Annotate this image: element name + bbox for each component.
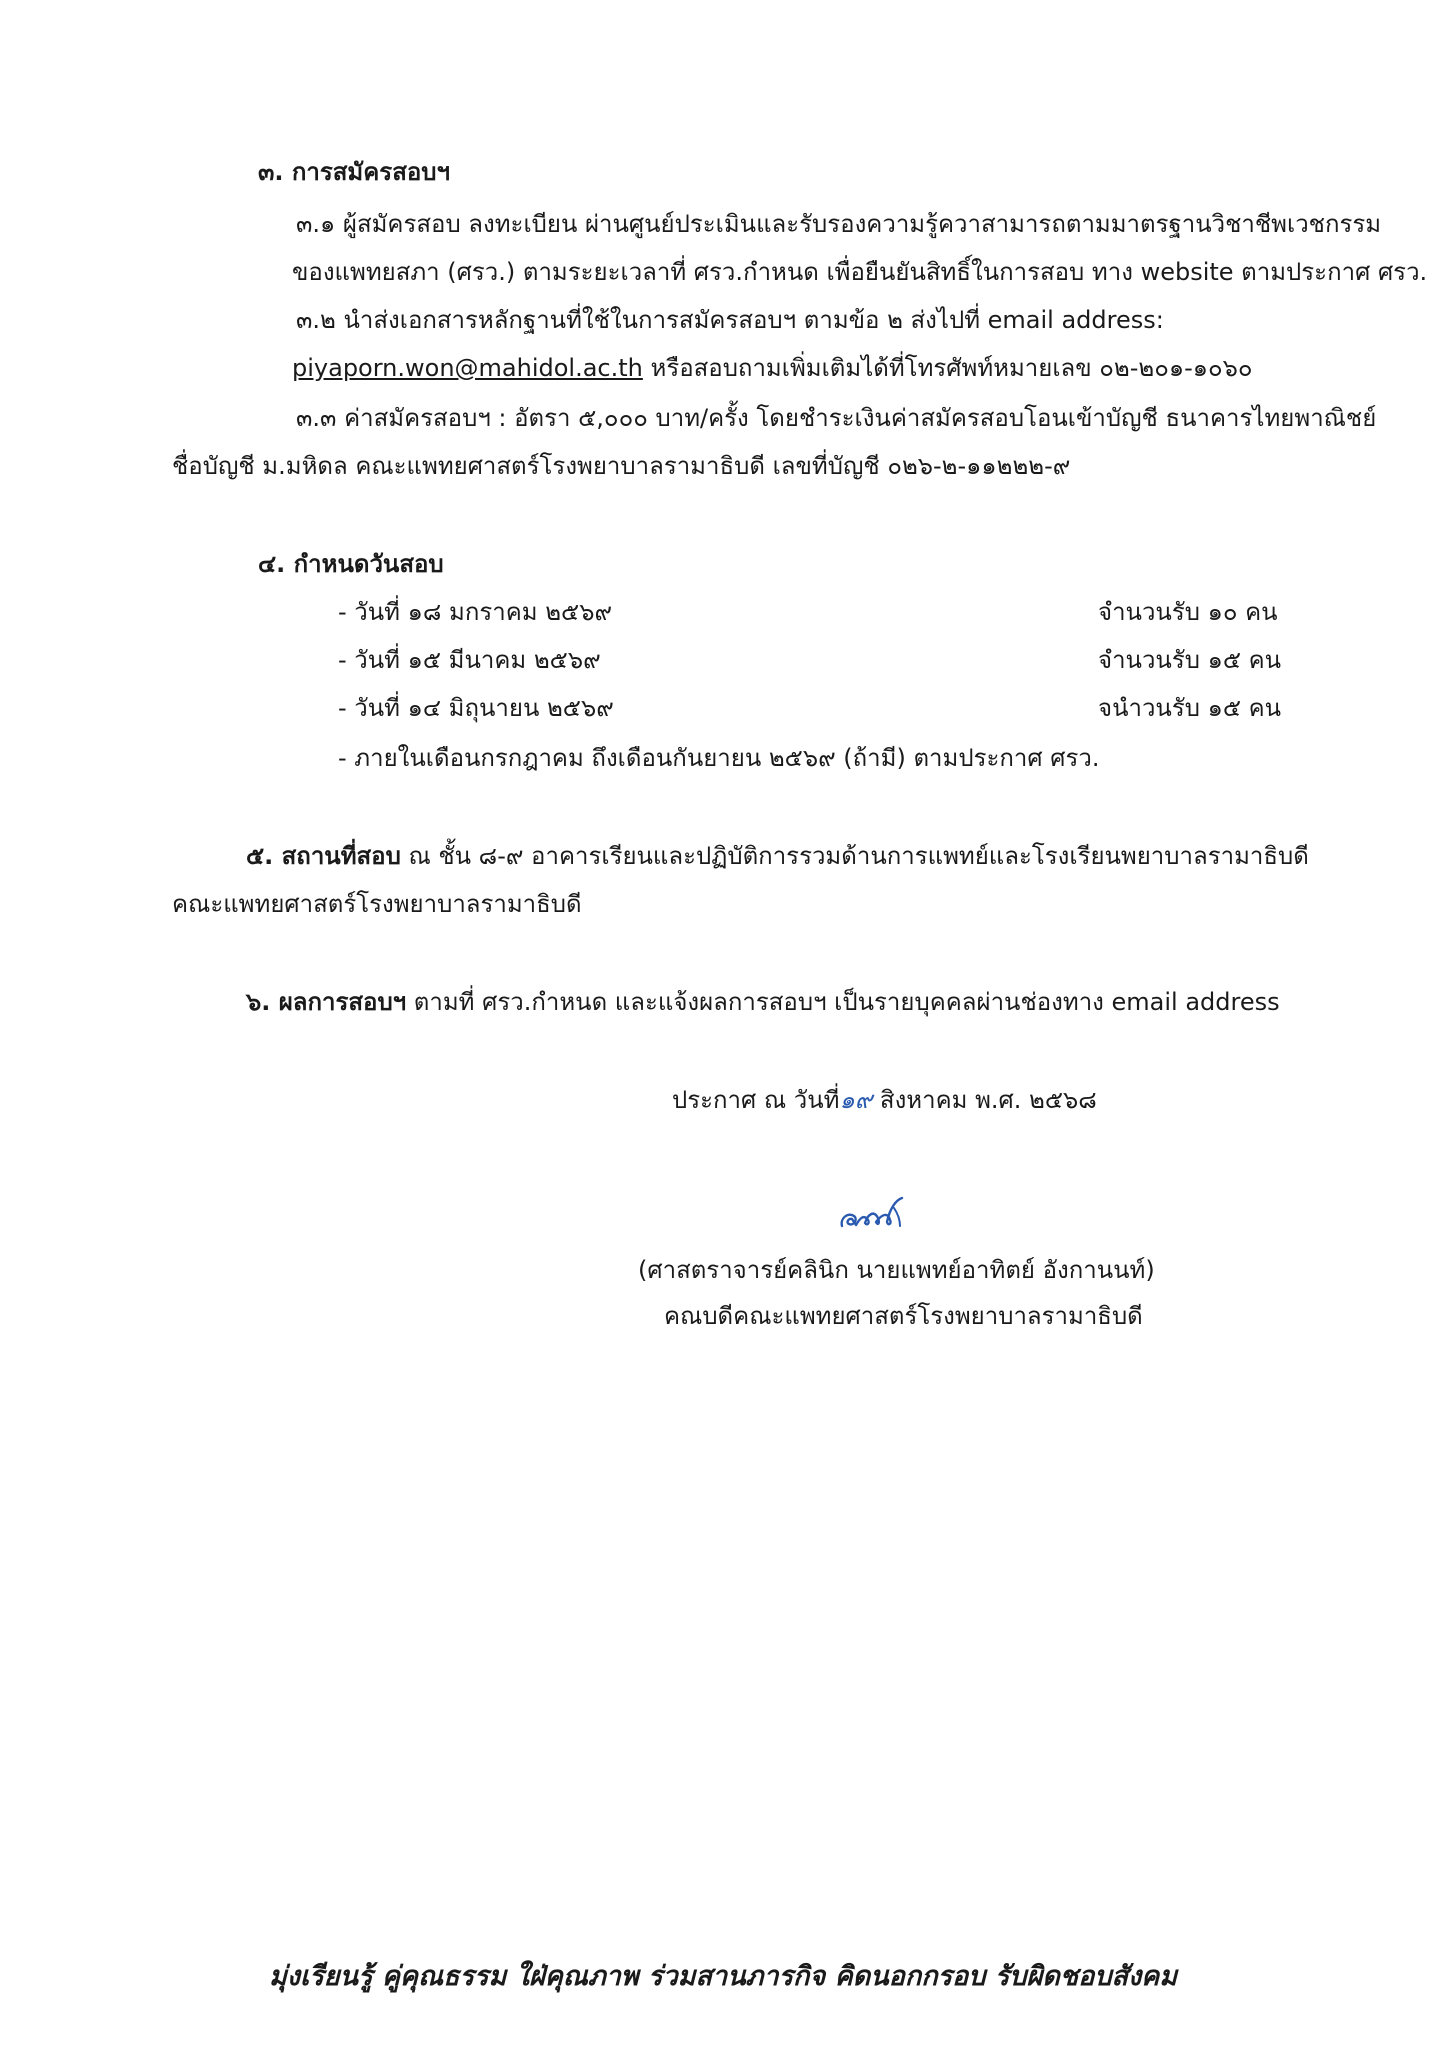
section3-item2-line1: ๓.๒ นำส่งเอกสารหลักฐานที่ใช้ในการสมัครสอบฯ ตามข้อ ๒ ส่งไปที่ email address: (296, 306, 1164, 334)
exam-date-4: - ภายในเดือนกรกฎาคม ถึงเดือนกันยายน ๒๕๖๙ (ถ้ามี) ตามประกาศ ศรว. (338, 744, 1100, 772)
section3-item1-line1: ๓.๑ ผู้สมัครสอบ ลงทะเบียน ผ่านศูนย์ประเมินและรับรองความรู้ควาสามารถตามมาตรฐานวิชาชีพเวชกรรม (296, 210, 1382, 238)
signature-icon (838, 1192, 908, 1238)
announcement-date (672, 1084, 1097, 1116)
announcement-prefix: ประกาศ ณ วันที่ (672, 1086, 840, 1114)
section5-heading: ๕. สถานที่สอบ (246, 842, 401, 870)
section3-heading: ๓. การสมัครสอบฯ (258, 158, 450, 186)
footer-motto: มุ่งเรียนรู้ คู่คุณธรรม ใฝ่คุณภาพ ร่วมสานภารกิจ คิดนอกกรอบ รับผิดชอบสังคม (268, 1961, 1178, 1992)
section4-heading: ๔. กำหนดวันสอบ (258, 550, 444, 578)
section5-line1 (246, 840, 1309, 872)
handwritten-day: ๑๙ (839, 1086, 873, 1114)
exam-count-3: จนำวนรับ ๑๕ คน (1098, 694, 1282, 722)
section6-heading: ๖. ผลการสอบฯ (246, 988, 407, 1016)
exam-date-2: - วันที่ ๑๕ มีนาคม ๒๕๖๙ (338, 646, 601, 674)
section3-item2-line2 (292, 352, 1253, 384)
section3-item1-line2: ของแพทยสภา (ศรว.) ตามระยะเวลาที่ ศรว.กำหนด เพื่อยืนยันสิทธิ์ในการสอบ ทาง website ตามประกาศ ศรว. (292, 258, 1428, 286)
exam-date-3: - วันที่ ๑๔ มิถุนายน ๒๕๖๙ (338, 694, 614, 722)
signatory-title: คณบดีคณะแพทยศาสตร์โรงพยาบาลรามาธิบดี (664, 1302, 1143, 1330)
section3-item2-phone: หรือสอบถามเพิ่มเติมได้ที่โทรศัพท์หมายเลข ๐๒-๒๐๑-๑๐๖๐ (642, 354, 1253, 382)
email-link[interactable]: piyaporn.won@mahidol.ac.th (292, 354, 643, 382)
section5-location: ณ ชั้น ๘-๙ อาคารเรียนและปฏิบัติการรวมด้านการแพทย์และโรงเรียนพยาบาลรามาธิบดี (400, 842, 1309, 870)
exam-date-1: - วันที่ ๑๘ มกราคม ๒๕๖๙ (338, 598, 613, 626)
exam-count-2: จำนวนรับ ๑๕ คน (1098, 646, 1282, 674)
announcement-suffix: สิงหาคม พ.ศ. ๒๕๖๘ (872, 1086, 1097, 1114)
section5-line2: คณะแพทยศาสตร์โรงพยาบาลรามาธิบดี (172, 890, 582, 918)
section6-text: ตามที่ ศรว.กำหนด และแจ้งผลการสอบฯ เป็นรายบุคคลผ่านช่องทาง email address (406, 988, 1280, 1016)
signatory-name: (ศาสตราจารย์คลินิก นายแพทย์อาทิตย์ อังกานนท์) (638, 1256, 1155, 1284)
section6-line (246, 986, 1280, 1018)
section3-item3-line2: ชื่อบัญชี ม.มหิดล คณะแพทยศาสตร์โรงพยาบาลรามาธิบดี เลขที่บัญชี ๐๒๖-๒-๑๑๒๒๒-๙ (172, 452, 1071, 480)
section3-item3-line1: ๓.๓ ค่าสมัครสอบฯ : อัตรา ๕,๐๐๐ บาท/ครั้ง โดยชำระเงินค่าสมัครสอบโอนเข้าบัญชี ธนาคารไทยพาณิชย์ (296, 404, 1377, 432)
exam-count-1: จำนวนรับ ๑๐ คน (1098, 598, 1278, 626)
